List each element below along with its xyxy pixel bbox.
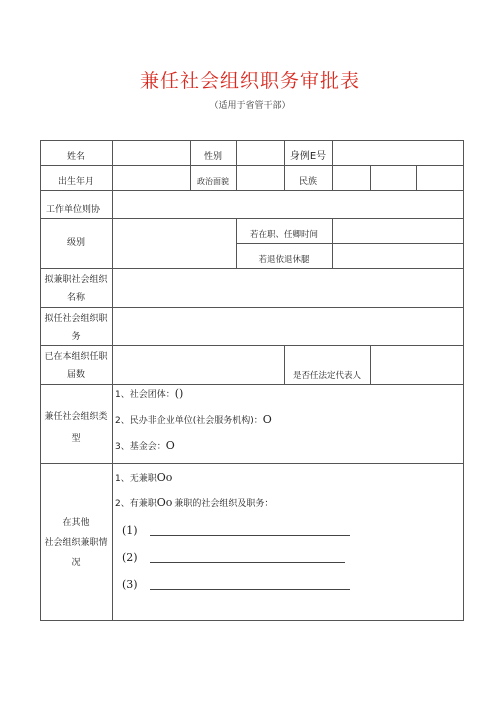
option-mark: O xyxy=(262,413,272,426)
form-title: 兼任社会组织职务审批表 xyxy=(139,70,360,92)
option-suffix: 兼职的社会组织及职务： xyxy=(174,499,274,509)
label-line: 兼任社会组织类 xyxy=(44,412,108,422)
option-mark: Oo xyxy=(156,496,173,509)
option-mark: Oo xyxy=(156,471,173,484)
other-item-3-number: (3) xyxy=(122,578,138,591)
row-divider xyxy=(40,463,464,464)
other-item-2-number: (2) xyxy=(122,551,138,564)
label-line: 届数 xyxy=(66,370,85,380)
label-work-unit: 工作单位则协 xyxy=(46,205,101,215)
other-option-has xyxy=(115,496,273,509)
other-item-1-line xyxy=(150,535,350,536)
label-name: 姓名 xyxy=(66,152,85,162)
row-divider xyxy=(236,243,464,244)
label-level: 级别 xyxy=(66,238,85,248)
column-divider xyxy=(332,218,333,268)
label-proposed-org xyxy=(40,273,112,305)
label-org-type xyxy=(40,410,112,446)
option-text: 1、社会团体： xyxy=(115,390,175,400)
column-divider xyxy=(332,140,333,190)
label-id-number: 身例E号 xyxy=(289,151,327,162)
option-text: 3、基金会： xyxy=(115,442,166,452)
column-divider xyxy=(112,140,113,620)
label-birth: 出生年月 xyxy=(57,177,94,187)
other-item-3-line xyxy=(150,589,350,590)
column-divider xyxy=(370,165,371,190)
label-line: 型 xyxy=(71,434,81,444)
column-divider xyxy=(236,140,237,190)
row-divider xyxy=(40,268,464,269)
row-divider xyxy=(40,165,464,166)
other-option-none xyxy=(115,471,172,484)
other-item-1-number: (1) xyxy=(122,524,138,537)
label-gender: 性别 xyxy=(203,152,222,162)
row-divider xyxy=(40,218,464,219)
label-line: 拟任社会组织职 xyxy=(44,314,108,324)
label-current-time: 若在职、任卿时间 xyxy=(249,230,318,240)
option-text: 2、有兼职 xyxy=(115,499,157,509)
column-divider xyxy=(370,345,371,384)
option-text: 2、民办非企业单位(社会服务机构)： xyxy=(115,416,263,426)
label-current-post xyxy=(40,350,112,382)
label-line: 拟兼职社会组织 xyxy=(44,275,108,285)
column-divider xyxy=(416,165,417,190)
row-divider xyxy=(40,384,464,385)
other-item-2-line xyxy=(150,562,345,563)
row-divider xyxy=(40,345,464,346)
table-border-right xyxy=(463,140,464,620)
form-subtitle: （适用于省管干部） xyxy=(209,101,291,111)
label-political: 政治面貌 xyxy=(197,177,229,186)
label-line: 在其他 xyxy=(62,518,90,528)
row-divider xyxy=(40,190,464,191)
label-line: 况 xyxy=(71,558,81,568)
label-other-orgs xyxy=(40,516,112,570)
org-type-option-1 xyxy=(115,387,183,400)
label-proposed-post xyxy=(40,312,112,344)
label-line: 务 xyxy=(71,332,81,342)
option-mark: () xyxy=(174,387,184,400)
label-line: 已在本组织任职 xyxy=(44,352,108,362)
org-type-option-2 xyxy=(115,413,272,426)
org-type-option-3 xyxy=(115,439,175,452)
row-divider xyxy=(40,307,464,308)
table-border-top xyxy=(40,140,464,141)
option-text: 1、无兼职 xyxy=(115,474,157,484)
label-line: 社会组织兼职情 xyxy=(44,538,108,548)
label-retire-time: 若退依退休腿 xyxy=(258,255,310,265)
label-line: 名称 xyxy=(66,293,85,303)
table-border-bottom xyxy=(40,620,464,621)
option-mark: O xyxy=(165,439,175,452)
label-legal-rep: 是否任法定代表人 xyxy=(292,371,361,381)
label-ethnicity: 民族 xyxy=(298,177,317,187)
